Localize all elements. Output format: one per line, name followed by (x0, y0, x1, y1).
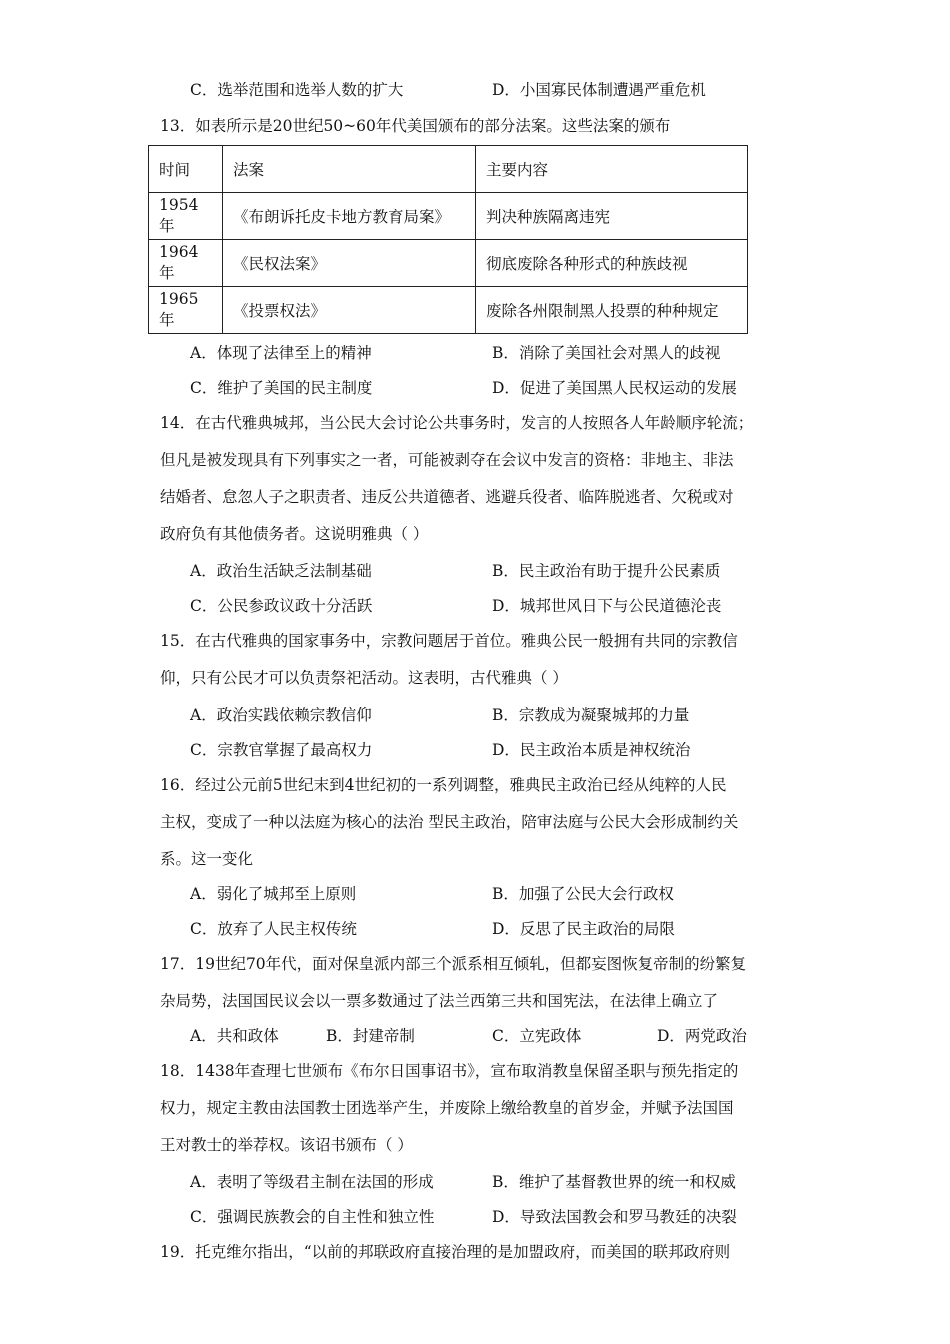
q14-stem-line: 政府负有其他债务者。这说明雅典（ ） (160, 525, 429, 543)
q16-stem-line: 主权，变成了一种以法庭为核心的法治 型民主政治，陪审法庭与公民大会形成制约关 (160, 813, 739, 831)
q16-stem-line: 16．经过公元前5世纪末到4世纪初的一系列调整，雅典民主政治已经从纯粹的人民 (160, 776, 727, 794)
table-row (149, 240, 748, 287)
table-header-cell: 主要内容 (476, 146, 748, 193)
q14-option-b: B．民主政治有助于提升公民素质 (492, 562, 721, 580)
q18-option-b: B．维护了基督教世界的统一和权威 (492, 1173, 736, 1191)
table-row (149, 193, 748, 240)
q18-stem-line: 王对教士的举荐权。该诏书颁布（ ） (160, 1136, 413, 1154)
q17-option-b: B．封建帝制 (326, 1027, 415, 1045)
table-cell: 判决种族隔离违宪 (476, 193, 748, 240)
q14-option-a: A．政治生活缺乏法制基础 (190, 562, 372, 580)
q16-option-d: D．反思了民主政治的局限 (492, 920, 675, 938)
q14-option-d: D．城邦世风日下与公民道德沦丧 (492, 597, 722, 615)
table-cell: 废除各州限制黑人投票的种种规定 (476, 287, 748, 334)
table-cell: 彻底废除各种形式的种族歧视 (476, 240, 748, 287)
q13-option-c: C．维护了美国的民主制度 (190, 379, 373, 397)
q18-option-c: C．强调民族教会的自主性和独立性 (190, 1208, 435, 1226)
table-cell: 《布朗诉托皮卡地方教育局案》 (223, 193, 476, 240)
table-cell: 1954年 (149, 193, 223, 240)
q17-option-d: D．两党政治 (657, 1027, 747, 1045)
table-header-cell: 法案 (223, 146, 476, 193)
law-table (148, 145, 748, 334)
q16-stem-line: 系。这一变化 (160, 850, 254, 868)
q16-option-c: C．放弃了人民主权传统 (190, 920, 357, 938)
q14-stem-line: 结婚者、怠忽人子之职责者、违反公共道德者、逃避兵役者、临阵脱逃者、欠税或对 (160, 488, 734, 506)
q14-stem-line: 14．在古代雅典城邦，当公民大会讨论公共事务时，发言的人按照各人年龄顺序轮流； (160, 414, 754, 432)
table-cell: 1964年 (149, 240, 223, 287)
q15-stem-line: 15．在古代雅典的国家事务中，宗教问题居于首位。雅典公民一般拥有共同的宗教信 (160, 632, 738, 650)
q15-option-a: A．政治实践依赖宗教信仰 (190, 706, 372, 724)
q18-option-d: D．导致法国教会和罗马教廷的决裂 (492, 1208, 737, 1226)
q18-option-a: A．表明了等级君主制在法国的形成 (190, 1173, 434, 1191)
q16-option-b: B．加强了公民大会行政权 (492, 885, 674, 903)
table-header-cell: 时间 (149, 146, 223, 193)
q17-option-a: A．共和政体 (190, 1027, 279, 1045)
q16-option-a: A．弱化了城邦至上原则 (190, 885, 357, 903)
q15-option-c: C．宗教官掌握了最高权力 (190, 741, 373, 759)
q15-option-b: B．宗教成为凝聚城邦的力量 (492, 706, 690, 724)
table-header-row (149, 146, 748, 193)
q13-option-a: A．体现了法律至上的精神 (190, 344, 372, 362)
table-cell: 《民权法案》 (223, 240, 476, 287)
q15-option-d: D．民主政治本质是神权统治 (492, 741, 691, 759)
q12-option-d: D．小国寡民体制遭遇严重危机 (492, 81, 706, 99)
q14-option-c: C．公民参政议政十分活跃 (190, 597, 373, 615)
q18-stem-line: 18．1438年查理七世颁布《布尔日国事诏书》，宣布取消教皇保留圣职与预先指定的 (160, 1062, 739, 1080)
q12-option-c: C．选举范围和选举人数的扩大 (190, 81, 404, 99)
table-row (149, 287, 748, 334)
q14-stem-line: 但凡是被发现具有下列事实之一者，可能被剥夺在会议中发言的资格：非地主、非法 (160, 451, 734, 469)
q15-stem-line: 仰，只有公民才可以负责祭祀活动。这表明，古代雅典（ ） (160, 669, 568, 687)
q19-stem-line: 19．托克维尔指出，“以前的邦联政府直接治理的是加盟政府，而美国的联邦政府则 (160, 1243, 731, 1261)
q13-stem: 13．如表所示是20世纪50~60年代美国颁布的部分法案。这些法案的颁布 (160, 117, 671, 135)
q18-stem-line: 权力，规定主教由法国教士团选举产生，并废除上缴给教皇的首岁金，并赋予法国国 (160, 1099, 734, 1117)
q17-option-c: C．立宪政体 (492, 1027, 582, 1045)
table-cell: 1965年 (149, 287, 223, 334)
q17-stem-line: 17．19世纪70年代，面对保皇派内部三个派系相互倾轧，但都妄图恢复帝制的纷繁复 (160, 955, 747, 973)
q17-stem-line: 杂局势，法国国民议会以一票多数通过了法兰西第三共和国宪法，在法律上确立了 (160, 992, 719, 1010)
table-cell: 《投票权法》 (223, 287, 476, 334)
q13-option-b: B．消除了美国社会对黑人的歧视 (492, 344, 721, 362)
q13-option-d: D．促进了美国黑人民权运动的发展 (492, 379, 737, 397)
